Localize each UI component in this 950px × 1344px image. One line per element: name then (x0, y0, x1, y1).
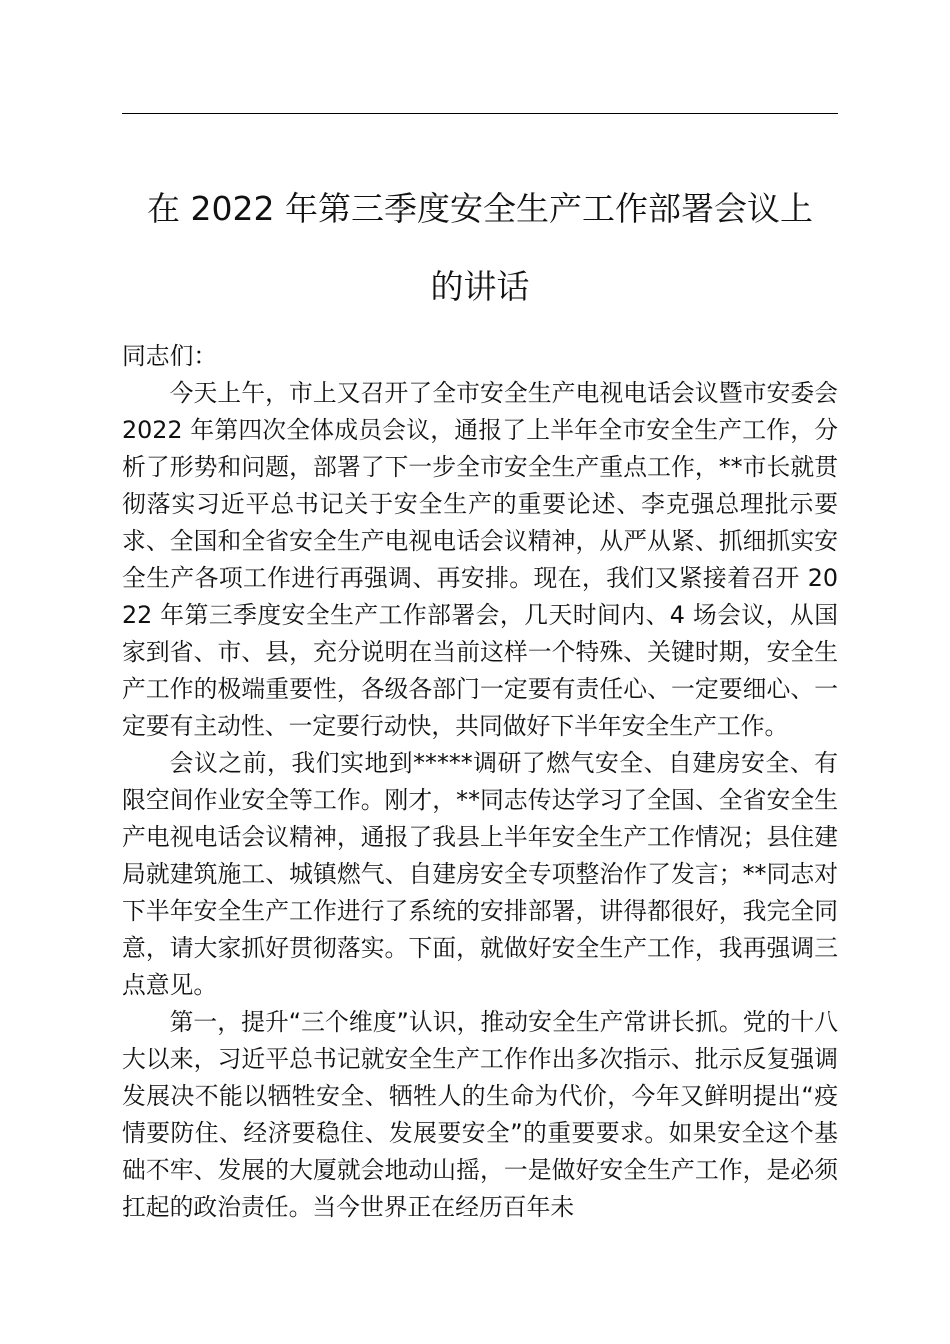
title-line-1: 在 2022 年第三季度安全生产工作部署会议上 (147, 189, 813, 228)
salutation: 同志们： (122, 342, 218, 370)
title-line-2: 的讲话 (430, 267, 530, 306)
paragraph: 今天上午，市上又召开了全市安全生产电视电话会议暨市安委会 2022 年第四次全体成员会议，通报了上半年全市安全生产工作，分析了形势和问题，部署了下一步全市安全生产重点工作，**市长就贯彻落实习近平总书记关于安全生产的重要论述、李克强总理批示要求、全国和全省安全生产电视电话会议精神，从严从紧、抓细抓实安全生产各项工作进行再强调、再安排。现在，我们又紧接着召开 2022 年第三季度安全生产工作部署会，几天时间内、4 场会议，从国家到省、市、县，充分说明在当前这样一个特殊、关键时期，安全生产工作的极端重要性，各级各部门一定要有责任心、一定要细心、一定要有主动性、一定要行动快，共同做好下半年安全生产工作。 (122, 379, 838, 740)
paragraph: 第一，提升“三个维度”认识，推动安全生产常讲长抓。党的十八大以来，习近平总书记就安全生产工作作出多次指示、批示反复强调发展决不能以牺牲安全、牺牲人的生命为代价，今年又鲜明提出“疫情要防住、经济要稳住、发展要安全”的重要要求。如果安全这个基础不牢、发展的大厦就会地动山摇，一是做好安全生产工作，是必须扛起的政治责任。当今世界正在经历百年未 (122, 1008, 838, 1221)
paragraph: 会议之前，我们实地到*****调研了燃气安全、自建房安全、有限空间作业安全等工作。刚才，**同志传达学习了全国、全省安全生产电视电话会议精神，通报了我县上半年安全生产工作情况；县住建局就建筑施工、城镇燃气、自建房安全专项整治作了发言；**同志对下半年安全生产工作进行了系统的安排部署，讲得都很好，我完全同意，请大家抓好贯彻落实。下面，就做好安全生产工作，我再强调三点意见。 (122, 749, 838, 999)
document-body (122, 338, 838, 1226)
header-rule (122, 113, 838, 114)
document-title (122, 170, 838, 326)
